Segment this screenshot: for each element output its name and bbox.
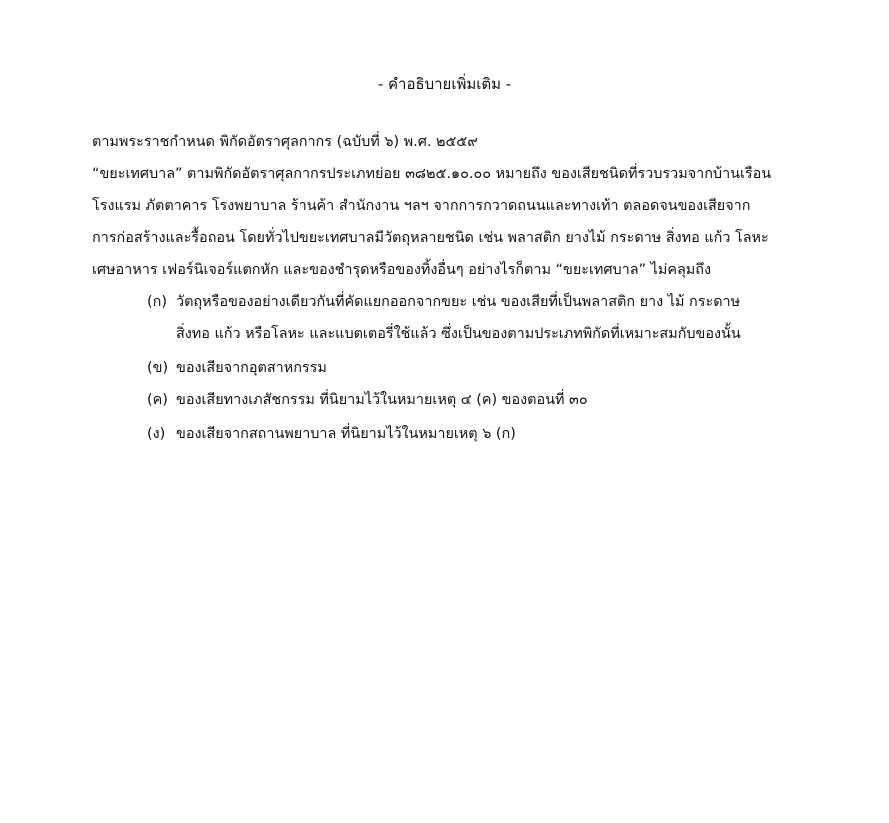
- exclusion-marker: (ข): [147, 360, 169, 376]
- exclusion-item-a: [147, 286, 827, 350]
- intro-line-materials: การก่อสร้างและรื้อถอน โดยทั่วไปขยะเทศบาลมีวัตถุหลายชนิด เช่น พลาสติก ยางไม้ กระดาษ สิ่งทอ แก้ว โลหะ: [92, 230, 769, 246]
- exclusion-text-line: วัตถุหรือของอย่างเดียวกันที่คัดแยกออกจากขยะ เช่น ของเสียที่เป็นพลาสติก ยาง ไม้ กระดาษ: [176, 294, 741, 310]
- exclusion-marker: (ค): [147, 392, 168, 408]
- exclusion-item-d: [147, 418, 827, 450]
- exclusion-item-c: [147, 384, 827, 416]
- intro-line-sources: โรงแรม ภัตตาคาร โรงพยาบาล ร้านค้า สำนักงาน ฯลฯ จากการกวาดถนนและทางเท้า ตลอดจนของเสียจาก: [92, 198, 751, 214]
- document-heading: - คำอธิบายเพิ่มเติม -: [377, 75, 512, 93]
- exclusion-marker: (ก): [147, 294, 167, 310]
- intro-line-definition: “ขยะเทศบาล” ตามพิกัดอัตราศุลกากรประเภทย่อย ๓๘๒๕.๑๐.๐๐ หมายถึง ของเสียชนิดที่รวบรวมจากบ้านเรือน: [92, 166, 772, 182]
- intro-line-exclusion-lead: เศษอาหาร เฟอร์นิเจอร์แตกหัก และของชำรุดหรือของทิ้งอื่นๆ อย่างไรก็ตาม “ขยะเทศบาล” ไม่คลุมถึง: [92, 262, 711, 278]
- exclusion-text-line: ของเสียทางเภสัชกรรม ที่นิยามไว้ในหมายเหตุ ๔ (ค) ของตอนที่ ๓๐: [176, 392, 588, 408]
- exclusion-text-line: ของเสียจากอุตสาหกรรม: [176, 360, 327, 376]
- intro-line-decree: ตามพระราชกำหนด พิกัดอัตราศุลกากร (ฉบับที่ ๖) พ.ศ. ๒๕๕๙: [92, 134, 478, 150]
- exclusion-text-line: ของเสียจากสถานพยาบาล ที่นิยามไว้ในหมายเหตุ ๖ (ก): [176, 426, 516, 442]
- intro-paragraph: [92, 126, 822, 286]
- exclusion-marker: (ง): [147, 426, 166, 442]
- exclusion-text-line: สิ่งทอ แก้ว หรือโลหะ และแบตเตอรี่ใช้แล้ว ซึ่งเป็นของตามประเภทพิกัดที่เหมาะสมกับของนั้น: [176, 326, 741, 342]
- exclusion-item-b: [147, 352, 827, 384]
